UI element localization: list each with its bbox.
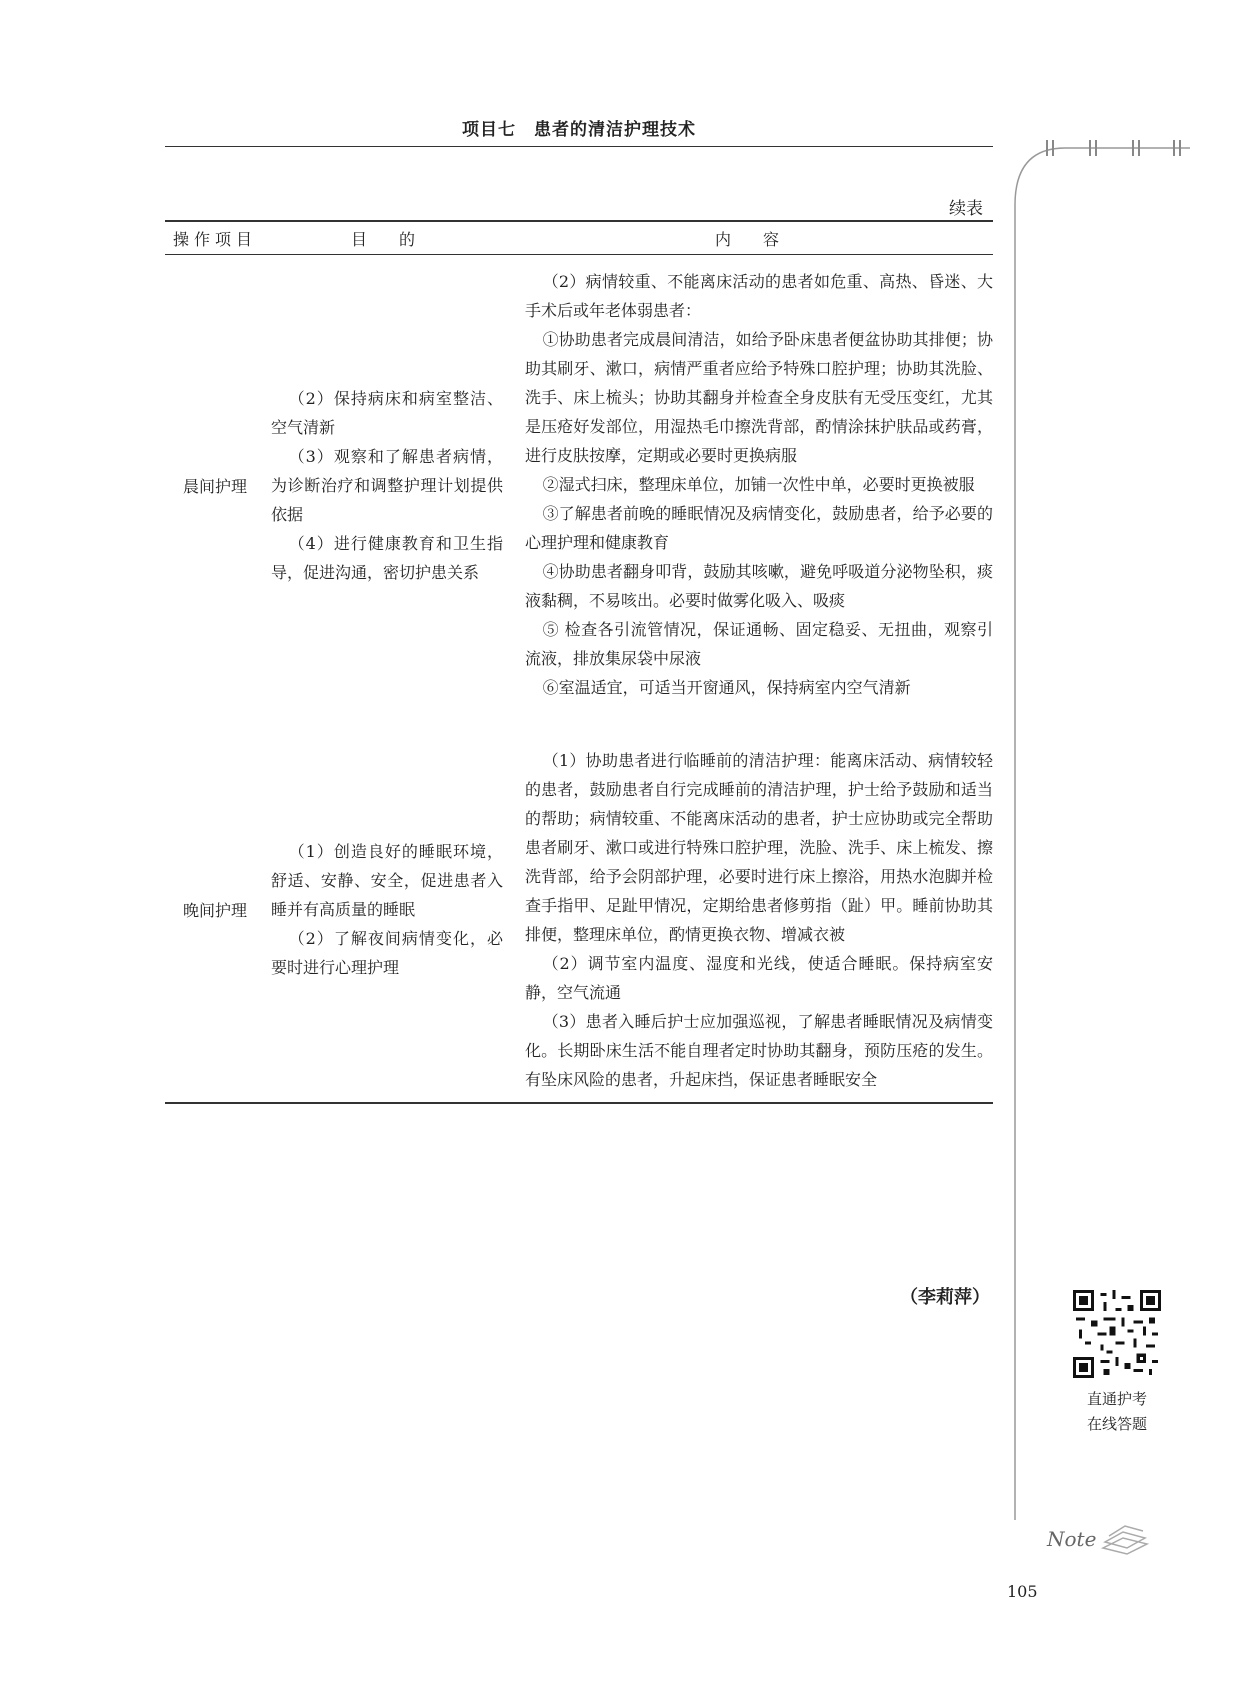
purpose-cell [265, 716, 509, 1103]
qr-caption-line1: 直通护考 [1086, 1390, 1147, 1408]
content-item: ④协助患者翻身叩背，鼓励其咳嗽，避免呼吸道分泌物坠积，痰液黏稠，不易咳出。必要时做雾化吸入、吸痰 [525, 562, 993, 610]
content-item: ①协助患者完成晨间清洁，如给予卧床患者便盆协助其排便；协助其刷牙、漱口，病情严重者应给予特殊口腔护理；协助其洗脸、洗手、床上梳头；协助其翻身并检查全身皮肤有无受压变红，尤其是压疮好发部位，用湿热毛巾擦洗背部，酌情涂抹护肤品或药膏，进行皮肤按摩，定期或必要时更换病服 [525, 330, 993, 465]
note-book-icon [1045, 1518, 1155, 1558]
content-item: ⑤ 检查各引流管情况，保证通畅、固定稳妥、无扭曲，观察引流液，排放集尿袋中尿液 [525, 620, 993, 668]
purpose-item: （1）创造良好的睡眠环境，舒适、安静、安全，促进患者入睡并有高质量的睡眠 [271, 841, 503, 919]
operation-cell: 晚间护理 [165, 716, 265, 1103]
content-item: （1）协助患者进行临睡前的清洁护理：能离床活动、病情较轻的患者，鼓励患者自行完成睡前的清洁护理，护士给予鼓励和适当的帮助；病情较重、不能离床活动的患者，护士应协助或完全帮助患者刷牙、漱口或进行特殊口腔护理，洗脸、洗手、床上梳发、擦洗背部，给予会阴部护理，必要时进行床上擦浴，用热水泡脚并检查手指甲、足趾甲情况，定期给患者修剪指（趾）甲。睡前协助其排便，整理床单位，酌情更换衣物、增减衣被 [525, 751, 993, 944]
purpose-item: （3）观察和了解患者病情，为诊断治疗和调整护理计划提供依据 [271, 447, 503, 524]
column-header-content: 内 容 [509, 221, 993, 255]
content-item: ③了解患者前晚的睡眠情况及病情变化，鼓励患者，给予必要的心理护理和健康教育 [525, 504, 993, 552]
content-item: ⑥室温适宜，可适当开窗通风，保持病室内空气清新 [542, 678, 911, 697]
column-header-purpose: 目 的 [265, 221, 509, 255]
table-header-row [165, 221, 993, 255]
qr-caption-line2: 在线答题 [1086, 1415, 1147, 1433]
svg-text:Note: Note [1047, 1527, 1097, 1551]
author-name: （李莉萍） [900, 1287, 990, 1308]
page-number: 105 [1007, 1582, 1038, 1601]
table-row [165, 255, 993, 717]
header-rule [165, 146, 993, 147]
purpose-item: （2）了解夜间病情变化，必要时进行心理护理 [271, 928, 503, 977]
purpose-cell [265, 255, 509, 717]
care-table [165, 220, 993, 1104]
column-header-operation: 操作项目 [165, 221, 265, 255]
operation-cell: 晨间护理 [182, 477, 247, 496]
content-cell [509, 716, 993, 1103]
purpose-item: （4）进行健康教育和卫生指导，促进沟通，密切护患关系 [271, 534, 503, 582]
qr-code-icon[interactable] [1073, 1290, 1161, 1378]
table-row [165, 716, 993, 1103]
purpose-item: （2）保持病床和病室整洁、空气清新 [271, 389, 503, 437]
continued-label: 续表 [949, 199, 983, 219]
page-header-title: 项目七 患者的清洁护理技术 [462, 120, 696, 140]
content-item: ②湿式扫床，整理床单位，加铺一次性中单，必要时更换被服 [542, 475, 975, 494]
content-item: （2）调节室内温度、湿度和光线，使适合睡眠。保持病室安静，空气流通 [525, 954, 993, 1002]
content-cell [509, 255, 993, 717]
content-item: （2）病情较重、不能离床活动的患者如危重、高热、昏迷、大手术后或年老体弱患者： [525, 272, 993, 320]
content-item: （3）患者入睡后护士应加强巡视，了解患者睡眠情况及病情变化。长期卧床生活不能自理者定时协助其翻身，预防压疮的发生。有坠床风险的患者，升起床挡，保证患者睡眠安全 [525, 1012, 993, 1089]
